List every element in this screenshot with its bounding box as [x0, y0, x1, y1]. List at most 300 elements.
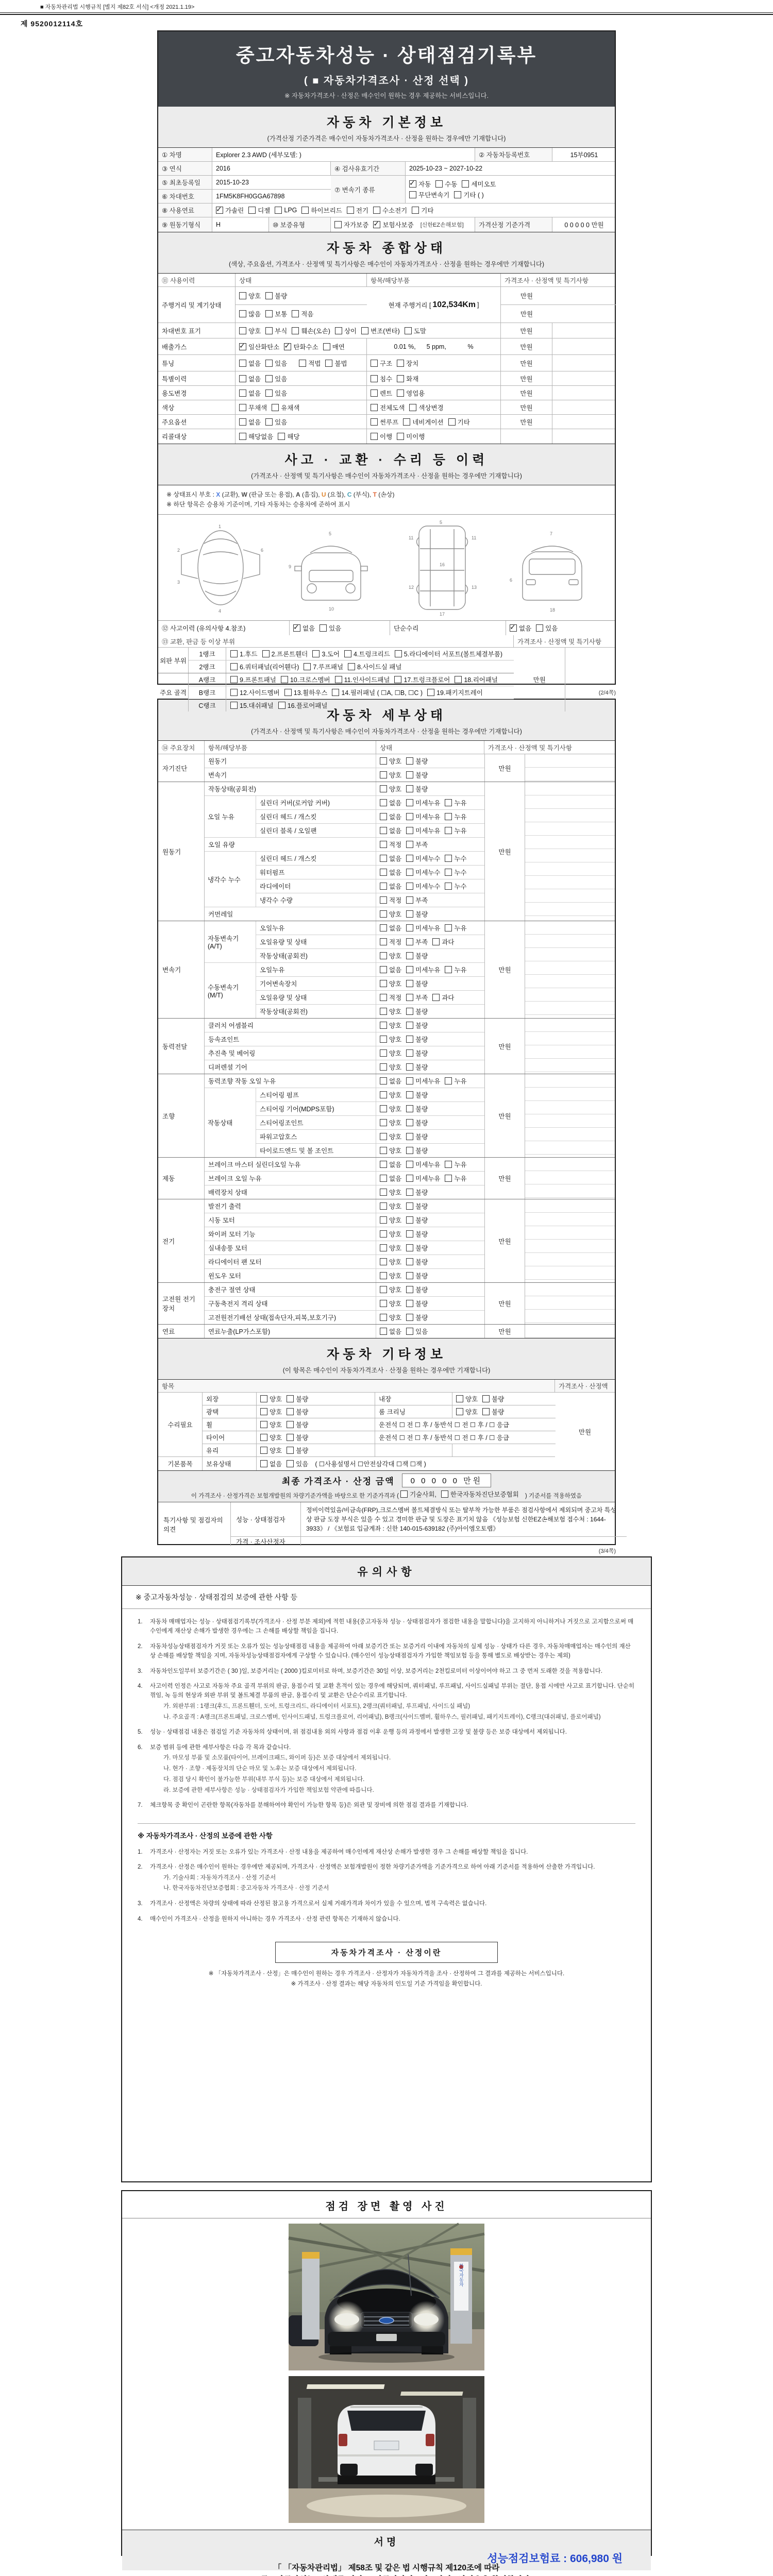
checkbox-option[interactable]: 양호: [380, 1048, 401, 1058]
checkbox-option[interactable]: 적정: [380, 993, 401, 1002]
checkbox-option[interactable]: 양호: [380, 784, 401, 793]
checkbox[interactable]: [445, 966, 452, 973]
checkbox-option[interactable]: 8.사이드실 패널: [348, 662, 401, 671]
checkbox[interactable]: [335, 676, 342, 683]
checkbox-option[interactable]: 미세누수: [406, 868, 440, 877]
checkbox[interactable]: [406, 966, 413, 973]
checkbox[interactable]: [380, 1133, 387, 1140]
checkbox-option[interactable]: 불량: [406, 1035, 428, 1044]
checkbox-option[interactable]: 양호: [380, 909, 401, 919]
checkbox[interactable]: [380, 1300, 387, 1307]
checkbox[interactable]: [323, 343, 330, 350]
checkbox[interactable]: [456, 1395, 463, 1402]
checkbox[interactable]: [287, 1421, 294, 1428]
checkbox[interactable]: [380, 1175, 387, 1182]
checkbox-option[interactable]: 14.필러패널 ( ☐A, ☐B, ☐C ): [332, 688, 423, 697]
checkbox[interactable]: [380, 1272, 387, 1279]
checkbox[interactable]: [278, 702, 285, 709]
checkbox[interactable]: [406, 813, 413, 820]
checkbox-option[interactable]: 누수: [445, 868, 466, 877]
checkbox[interactable]: [380, 1328, 387, 1335]
checkbox[interactable]: [432, 938, 440, 945]
checkbox[interactable]: [380, 1049, 387, 1057]
checkbox[interactable]: [265, 310, 273, 317]
checkbox-option[interactable]: 양호: [456, 1394, 478, 1403]
checkbox-option[interactable]: 불량: [406, 1021, 428, 1030]
checkbox[interactable]: [265, 389, 273, 397]
checkbox-option[interactable]: 2.프론트휀더: [262, 649, 308, 658]
checkbox-option[interactable]: 썬루프: [371, 417, 398, 427]
checkbox[interactable]: [284, 689, 292, 696]
checkbox[interactable]: [409, 191, 416, 198]
checkbox-option[interactable]: 미세누수: [406, 882, 440, 891]
checkbox[interactable]: [397, 375, 404, 382]
checkbox-option[interactable]: 11.인사이드패널: [335, 675, 390, 684]
checkbox[interactable]: [406, 1286, 413, 1293]
checkbox-option[interactable]: 과다: [432, 937, 454, 946]
checkbox-option[interactable]: 기타: [412, 206, 433, 215]
checkbox[interactable]: [406, 1022, 413, 1029]
checkbox[interactable]: [260, 1421, 267, 1428]
checkbox-option[interactable]: 없음: [380, 826, 401, 835]
checkbox-option[interactable]: 수동: [435, 179, 457, 189]
checkbox[interactable]: [380, 1258, 387, 1265]
checkbox[interactable]: [406, 1063, 413, 1071]
checkbox[interactable]: [292, 327, 299, 334]
checkbox[interactable]: [380, 1230, 387, 1238]
checkbox-option[interactable]: 없음: [239, 417, 261, 427]
checkbox[interactable]: [406, 1258, 413, 1265]
checkbox[interactable]: [239, 389, 246, 397]
checkbox[interactable]: [397, 433, 404, 440]
checkbox[interactable]: [380, 910, 387, 918]
checkbox-option[interactable]: 불량: [406, 1313, 428, 1322]
checkbox[interactable]: [427, 689, 434, 696]
checkbox-option[interactable]: 없음: [380, 1160, 401, 1169]
checkbox-option[interactable]: 양호: [380, 1271, 401, 1280]
checkbox-option[interactable]: 양호: [380, 1257, 401, 1266]
checkbox-option[interactable]: 양호: [380, 1146, 401, 1155]
checkbox[interactable]: [380, 1119, 387, 1126]
checkbox-option[interactable]: 적음: [292, 309, 313, 318]
checkbox-option[interactable]: 있음: [536, 623, 558, 633]
checkbox-option[interactable]: 과다: [432, 993, 454, 1002]
checkbox-option[interactable]: 양호: [380, 1229, 401, 1239]
checkbox[interactable]: [406, 1244, 413, 1251]
checkbox[interactable]: [406, 896, 413, 904]
checkbox[interactable]: [334, 221, 342, 228]
checkbox[interactable]: [454, 191, 461, 198]
checkbox-option[interactable]: 무채색: [239, 403, 267, 412]
checkbox[interactable]: [445, 869, 452, 876]
checkbox-option[interactable]: 양호: [239, 291, 261, 300]
checkbox[interactable]: [403, 418, 410, 426]
checkbox[interactable]: [445, 1175, 452, 1182]
checkbox[interactable]: [278, 433, 285, 440]
checkbox-option[interactable]: 화재: [397, 374, 418, 383]
checkbox[interactable]: [406, 1300, 413, 1307]
checkbox-option[interactable]: 13.휠하우스: [284, 688, 328, 697]
checkbox-option[interactable]: 불량: [406, 1090, 428, 1099]
checkbox-option[interactable]: 부족: [406, 937, 428, 946]
checkbox-option[interactable]: 미세누유: [406, 826, 440, 835]
checkbox-option[interactable]: 디젤: [248, 206, 270, 215]
checkbox-option[interactable]: 불량: [406, 756, 428, 766]
checkbox[interactable]: [380, 1091, 387, 1098]
checkbox[interactable]: [239, 310, 246, 317]
checkbox-option[interactable]: 없음: [380, 798, 401, 807]
checkbox-option[interactable]: 영업용: [397, 388, 425, 398]
checkbox-option[interactable]: 없음: [380, 854, 401, 863]
checkbox-option[interactable]: 불량: [406, 1048, 428, 1058]
checkbox[interactable]: [510, 624, 517, 632]
checkbox-option[interactable]: 9.프론트패널: [230, 675, 276, 684]
checkbox-option[interactable]: 없음: [239, 388, 261, 398]
checkbox[interactable]: [230, 689, 238, 696]
checkbox-option[interactable]: 없음: [380, 965, 401, 974]
checkbox[interactable]: [304, 663, 311, 670]
checkbox[interactable]: [239, 404, 246, 411]
checkbox-option[interactable]: 양호: [260, 1433, 282, 1442]
checkbox-option[interactable]: 양호: [380, 1313, 401, 1322]
checkbox-option[interactable]: 미세누유: [406, 812, 440, 821]
checkbox-option[interactable]: 불량: [265, 291, 287, 300]
checkbox-option[interactable]: 없음: [260, 1459, 282, 1468]
checkbox[interactable]: [406, 1202, 413, 1210]
checkbox-option[interactable]: 불량: [406, 1132, 428, 1141]
checkbox[interactable]: [406, 1049, 413, 1057]
checkbox-option[interactable]: ✓ 일산화탄소: [239, 342, 279, 351]
checkbox[interactable]: [406, 883, 413, 890]
checkbox[interactable]: [406, 1175, 413, 1182]
checkbox[interactable]: [380, 1161, 387, 1168]
checkbox-option[interactable]: 침수: [371, 374, 392, 383]
checkbox[interactable]: [409, 404, 416, 411]
checkbox[interactable]: [371, 375, 378, 382]
checkbox[interactable]: [260, 1447, 267, 1454]
checkbox-option[interactable]: 적정: [380, 937, 401, 946]
checkbox[interactable]: [373, 221, 380, 228]
checkbox-option[interactable]: 있음: [265, 417, 287, 427]
checkbox[interactable]: [448, 418, 456, 426]
checkbox[interactable]: [406, 924, 413, 931]
checkbox-option[interactable]: 미세누유: [406, 798, 440, 807]
checkbox-option[interactable]: 부족: [406, 993, 428, 1002]
checkbox[interactable]: [216, 207, 223, 214]
checkbox-option[interactable]: 적법: [299, 359, 321, 368]
checkbox[interactable]: [445, 883, 452, 890]
checkbox-option[interactable]: 누유: [445, 812, 466, 821]
checkbox[interactable]: [380, 883, 387, 890]
checkbox[interactable]: [397, 360, 404, 367]
checkbox[interactable]: [371, 360, 378, 367]
checkbox-option[interactable]: 불량: [287, 1446, 308, 1455]
checkbox-option[interactable]: 무단변속기: [409, 190, 449, 199]
checkbox[interactable]: [347, 207, 354, 214]
checkbox-option[interactable]: 불량: [482, 1394, 504, 1403]
checkbox[interactable]: [406, 1008, 413, 1015]
checkbox[interactable]: [482, 1395, 490, 1402]
checkbox-option[interactable]: 미세누수: [406, 854, 440, 863]
checkbox-option[interactable]: 미세누유: [406, 965, 440, 974]
checkbox-option[interactable]: 불량: [406, 909, 428, 919]
checkbox[interactable]: [380, 813, 387, 820]
checkbox[interactable]: [406, 910, 413, 918]
checkbox-option[interactable]: 7.루프패널: [304, 662, 343, 671]
checkbox[interactable]: [325, 360, 332, 367]
checkbox-option[interactable]: 양호: [380, 1243, 401, 1252]
checkbox-option[interactable]: 16.플로어패널: [278, 701, 328, 710]
checkbox-option[interactable]: 불량: [406, 1146, 428, 1155]
checkbox[interactable]: [230, 650, 238, 657]
checkbox-option[interactable]: 누유: [445, 798, 466, 807]
checkbox-option[interactable]: 기타 ( ): [454, 190, 483, 199]
checkbox[interactable]: [397, 389, 404, 397]
checkbox[interactable]: [412, 207, 419, 214]
checkbox[interactable]: [406, 1189, 413, 1196]
checkbox[interactable]: [445, 813, 452, 820]
checkbox-option[interactable]: 있음: [406, 1327, 428, 1336]
checkbox-option[interactable]: 불량: [287, 1394, 308, 1403]
checkbox[interactable]: [371, 433, 378, 440]
checkbox[interactable]: [380, 1063, 387, 1071]
checkbox-option[interactable]: 누유: [445, 826, 466, 835]
checkbox-option[interactable]: 양호: [380, 979, 401, 988]
checkbox-option[interactable]: 적정: [380, 840, 401, 849]
checkbox-option[interactable]: ✓ 없음: [293, 623, 315, 633]
checkbox[interactable]: [260, 1434, 267, 1441]
checkbox-option[interactable]: 양호: [380, 1035, 401, 1044]
checkbox[interactable]: [445, 855, 452, 862]
checkbox-option[interactable]: 자가보증: [334, 220, 368, 229]
checkbox[interactable]: [406, 1161, 413, 1168]
checkbox[interactable]: [380, 980, 387, 987]
checkbox-option[interactable]: ✓ 탄화수소: [284, 342, 318, 351]
checkbox[interactable]: [380, 785, 387, 792]
checkbox[interactable]: [260, 1408, 267, 1415]
checkbox-option[interactable]: ✓ 가솔린: [216, 206, 244, 215]
checkbox[interactable]: [445, 827, 452, 834]
checkbox-option[interactable]: 훼손(오손): [292, 326, 330, 335]
checkbox[interactable]: [380, 1286, 387, 1293]
checkbox[interactable]: [406, 757, 413, 765]
checkbox[interactable]: [239, 343, 246, 350]
checkbox[interactable]: [380, 952, 387, 959]
checkbox-option[interactable]: 하이브리드: [301, 206, 342, 215]
checkbox[interactable]: [380, 994, 387, 1001]
checkbox-option[interactable]: 불량: [287, 1420, 308, 1429]
checkbox-option[interactable]: 양호: [380, 1188, 401, 1197]
checkbox-option[interactable]: 해당: [278, 432, 299, 441]
checkbox-option[interactable]: 색상변경: [409, 403, 443, 412]
checkbox-option[interactable]: 양호: [380, 1090, 401, 1099]
checkbox[interactable]: [380, 1022, 387, 1029]
checkbox-option[interactable]: 누유: [445, 1174, 466, 1183]
checkbox-option[interactable]: 누유: [445, 923, 466, 933]
checkbox[interactable]: [287, 1447, 294, 1454]
checkbox[interactable]: [260, 1460, 267, 1467]
checkbox[interactable]: [248, 207, 256, 214]
checkbox[interactable]: [406, 827, 413, 834]
checkbox[interactable]: [380, 924, 387, 931]
checkbox-option[interactable]: 유채색: [272, 403, 299, 412]
checkbox[interactable]: [265, 375, 273, 382]
checkbox[interactable]: [406, 1328, 413, 1335]
checkbox-option[interactable]: 양호: [380, 951, 401, 960]
checkbox[interactable]: [344, 650, 351, 657]
checkbox[interactable]: [380, 771, 387, 778]
checkbox-option[interactable]: 전기: [347, 206, 368, 215]
checkbox[interactable]: [406, 869, 413, 876]
checkbox[interactable]: [380, 841, 387, 848]
checkbox[interactable]: [380, 938, 387, 945]
checkbox-option[interactable]: 렌트: [371, 388, 392, 398]
checkbox[interactable]: [265, 418, 273, 426]
checkbox-option[interactable]: 양호: [380, 1021, 401, 1030]
checkbox-option[interactable]: 양호: [380, 1285, 401, 1294]
checkbox[interactable]: [230, 676, 238, 683]
checkbox[interactable]: [301, 207, 309, 214]
checkbox-option[interactable]: 불량: [406, 1271, 428, 1280]
checkbox-option[interactable]: 불량: [406, 1118, 428, 1127]
checkbox-option[interactable]: 불량: [406, 1229, 428, 1239]
checkbox[interactable]: [445, 924, 452, 931]
checkbox[interactable]: [371, 418, 378, 426]
checkbox[interactable]: [380, 855, 387, 862]
checkbox-option[interactable]: 없음: [239, 359, 261, 368]
checkbox-option[interactable]: 양호: [456, 1407, 478, 1416]
checkbox-option[interactable]: 미세누유: [406, 1076, 440, 1086]
checkbox-option[interactable]: 있음: [265, 359, 287, 368]
checkbox-option[interactable]: 미이행: [397, 432, 425, 441]
checkbox[interactable]: [239, 327, 246, 334]
checkbox-option[interactable]: 불량: [287, 1407, 308, 1416]
checkbox-option[interactable]: 상이: [335, 326, 357, 335]
checkbox[interactable]: [435, 180, 443, 188]
checkbox-option[interactable]: 매연: [323, 342, 345, 351]
checkbox[interactable]: [230, 702, 238, 709]
checkbox-option[interactable]: 양호: [380, 1215, 401, 1225]
checkbox[interactable]: [265, 360, 273, 367]
checkbox[interactable]: [406, 980, 413, 987]
checkbox-option[interactable]: 양호: [380, 770, 401, 779]
checkbox-option[interactable]: 양호: [260, 1446, 282, 1455]
checkbox-option[interactable]: 불량: [406, 951, 428, 960]
checkbox[interactable]: [380, 757, 387, 765]
checkbox[interactable]: [239, 292, 246, 299]
checkbox-option[interactable]: 불량: [406, 1257, 428, 1266]
checkbox-option[interactable]: 없음: [380, 868, 401, 877]
checkbox[interactable]: [239, 375, 246, 382]
checkbox[interactable]: [406, 1077, 413, 1084]
checkbox-option[interactable]: 미세누유: [406, 1174, 440, 1183]
checkbox-option[interactable]: 누유: [445, 965, 466, 974]
checkbox-option[interactable]: 불량: [406, 979, 428, 988]
checkbox-option[interactable]: 없음: [239, 374, 261, 383]
checkbox-option[interactable]: 6.쿼터패널(리어휀다): [230, 662, 299, 671]
checkbox[interactable]: [400, 1490, 408, 1498]
checkbox-option[interactable]: 양호: [239, 326, 261, 335]
checkbox-option[interactable]: 미세누유: [406, 923, 440, 933]
checkbox[interactable]: [281, 676, 288, 683]
checkbox-option[interactable]: 불량: [406, 1062, 428, 1072]
checkbox[interactable]: [406, 938, 413, 945]
checkbox[interactable]: [406, 1119, 413, 1126]
checkbox-option[interactable]: 누수: [445, 882, 466, 891]
checkbox[interactable]: [348, 663, 355, 670]
checkbox[interactable]: [361, 327, 368, 334]
checkbox[interactable]: [441, 1490, 448, 1498]
checkbox-option[interactable]: ✓ 보험사보증: [373, 220, 413, 229]
checkbox-option[interactable]: 적정: [380, 895, 401, 905]
checkbox[interactable]: [455, 676, 462, 683]
checkbox-option[interactable]: 있음: [320, 623, 341, 633]
checkbox-option[interactable]: 10.크로스멤버: [281, 675, 330, 684]
checkbox-option[interactable]: 불량: [406, 1201, 428, 1211]
checkbox-option[interactable]: 양호: [380, 1299, 401, 1308]
checkbox-option[interactable]: 양호: [380, 1062, 401, 1072]
checkbox[interactable]: [380, 1202, 387, 1210]
checkbox[interactable]: [445, 1077, 452, 1084]
checkbox[interactable]: [299, 360, 306, 367]
checkbox[interactable]: [380, 1244, 387, 1251]
checkbox[interactable]: [380, 1077, 387, 1084]
checkbox[interactable]: [272, 404, 279, 411]
checkbox-option[interactable]: 기술사회,: [400, 1489, 436, 1499]
checkbox-option[interactable]: 장치: [397, 359, 418, 368]
checkbox-option[interactable]: 불량: [406, 1215, 428, 1225]
checkbox-option[interactable]: 양호: [380, 1007, 401, 1016]
checkbox[interactable]: [462, 180, 469, 188]
checkbox[interactable]: [380, 1036, 387, 1043]
checkbox-option[interactable]: 불량: [406, 770, 428, 779]
checkbox-option[interactable]: 변조(변타): [361, 326, 400, 335]
checkbox-option[interactable]: 네비게이션: [403, 417, 443, 427]
checkbox[interactable]: [320, 624, 327, 632]
checkbox-option[interactable]: 양호: [380, 1132, 401, 1141]
checkbox-option[interactable]: 없음: [380, 923, 401, 933]
checkbox[interactable]: [406, 1105, 413, 1112]
checkbox[interactable]: [265, 292, 273, 299]
checkbox-option[interactable]: 불량: [406, 784, 428, 793]
checkbox[interactable]: [260, 1395, 267, 1402]
checkbox-option[interactable]: 구조: [371, 359, 392, 368]
checkbox[interactable]: [371, 404, 378, 411]
checkbox[interactable]: [406, 1230, 413, 1238]
checkbox-option[interactable]: ✓ 없음: [510, 623, 531, 633]
checkbox[interactable]: [293, 624, 300, 632]
checkbox-option[interactable]: 양호: [380, 1104, 401, 1113]
checkbox[interactable]: [445, 1161, 452, 1168]
checkbox-option[interactable]: 없음: [380, 1327, 401, 1336]
checkbox[interactable]: [312, 650, 320, 657]
checkbox[interactable]: [380, 827, 387, 834]
checkbox[interactable]: [287, 1408, 294, 1415]
checkbox[interactable]: [332, 689, 339, 696]
checkbox[interactable]: [406, 994, 413, 1001]
checkbox-option[interactable]: 불량: [482, 1407, 504, 1416]
checkbox[interactable]: [406, 1036, 413, 1043]
checkbox-option[interactable]: 도말: [405, 326, 426, 335]
checkbox-option[interactable]: 불량: [406, 1299, 428, 1308]
checkbox-option[interactable]: 부족: [406, 840, 428, 849]
checkbox[interactable]: [406, 855, 413, 862]
checkbox-option[interactable]: 누유: [445, 1160, 466, 1169]
checkbox-option[interactable]: ✓ 자동: [409, 179, 431, 189]
checkbox-option[interactable]: 없음: [380, 882, 401, 891]
checkbox-option[interactable]: 3.도어: [312, 649, 340, 658]
checkbox-option[interactable]: 한국자동차진단보증협회: [441, 1489, 519, 1499]
